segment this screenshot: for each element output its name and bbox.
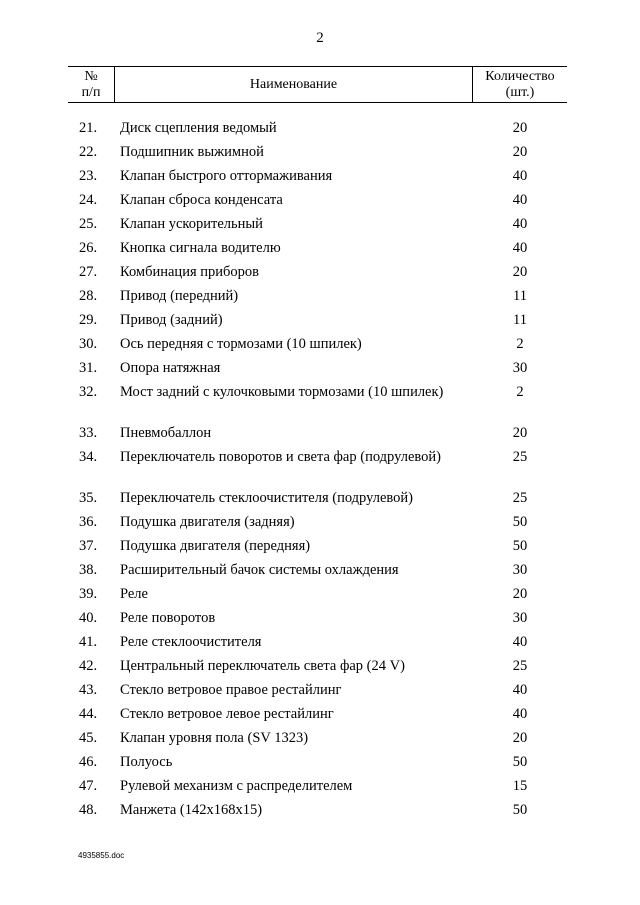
table-row [0,140,640,164]
table-row [0,510,640,534]
table-row [0,308,640,332]
row-quantity: 11 [513,312,527,328]
row-number: 47. [79,778,98,794]
row-item-name: Переключатель стеклоочистителя (подрулевой) [120,490,413,506]
row-number: 29. [79,312,98,328]
row-number: 34. [79,449,98,465]
row-item-name: Комбинация приборов [120,264,259,280]
table-row [0,332,640,356]
row-number: 40. [79,610,98,626]
row-number: 43. [79,682,98,698]
table-row [0,188,640,212]
row-quantity: 50 [512,538,528,554]
row-quantity: 30 [512,562,528,578]
row-quantity: 25 [512,658,528,674]
row-quantity: 20 [512,425,528,441]
row-quantity: 50 [512,802,528,818]
row-item-name: Полуось [120,754,173,770]
row-number: 31. [79,360,98,376]
table-row [0,260,640,284]
row-item-name: Стекло ветровое левое рестайлинг [120,706,334,722]
row-number: 39. [79,586,98,602]
row-item-name: Пневмобаллон [120,425,212,441]
table-row [0,558,640,582]
header-name-column [115,67,473,102]
row-number: 26. [79,240,98,256]
table-row [0,630,640,654]
table-row [0,284,640,308]
row-number: 38. [79,562,98,578]
row-item-name: Подушка двигателя (передняя) [120,538,311,554]
table-row [0,421,640,445]
row-number: 41. [79,634,98,650]
table-row [0,116,640,140]
table-row [0,356,640,380]
row-number: 42. [79,658,98,674]
row-number: 46. [79,754,98,770]
table-body [0,116,640,822]
row-item-name: Расширительный бачок системы охлаждения [120,562,399,578]
row-quantity: 50 [512,754,528,770]
row-quantity: 40 [512,168,528,184]
header-quantity-column [473,67,567,102]
row-number: 28. [79,288,98,304]
row-quantity: 25 [512,449,528,465]
row-number: 24. [79,192,98,208]
row-number: 33. [79,425,98,441]
row-item-name: Привод (передний) [120,288,239,304]
row-item-name: Подшипник выжимной [120,144,264,160]
row-quantity: 25 [512,490,528,506]
row-item-name: Клапан уровня пола (SV 1323) [120,730,309,746]
row-quantity: 40 [512,192,528,208]
table-row [0,726,640,750]
row-number: 22. [79,144,98,160]
row-item-name: Привод (задний) [120,312,223,328]
row-item-name: Кнопка сигнала водителю [120,240,281,256]
row-number: 27. [79,264,98,280]
row-quantity: 40 [512,216,528,232]
row-quantity: 50 [512,514,528,530]
row-item-name: Подушка двигателя (задняя) [120,514,295,530]
row-quantity: 20 [512,264,528,280]
row-item-name: Мост задний с кулочковыми тормозами (10 шпилек) [120,384,444,400]
row-item-name: Клапан сброса конденсата [120,192,283,208]
row-number: 21. [79,120,98,136]
row-item-name: Центральный переключатель света фар (24 V) [120,658,405,674]
row-item-name: Клапан ускорительный [120,216,263,232]
row-quantity: 40 [512,634,528,650]
row-item-name: Рулевой механизм с распределителем [120,778,353,794]
row-quantity: 20 [512,586,528,602]
row-quantity: 2 [516,336,524,352]
row-quantity: 40 [512,682,528,698]
row-item-name: Реле поворотов [120,610,216,626]
row-quantity: 30 [512,360,528,376]
table-row [0,774,640,798]
table-row [0,534,640,558]
row-number: 44. [79,706,98,722]
row-item-name: Диск сцепления ведомый [120,120,277,136]
row-number: 25. [79,216,98,232]
table-row [0,702,640,726]
table-row [0,486,640,510]
header-name-label: Наименование [249,76,338,92]
row-quantity: 2 [516,384,524,400]
row-item-name: Ось передняя с тормозами (10 шпилек) [120,336,362,352]
table-row [0,380,640,421]
row-item-name: Опора натяжная [120,360,221,376]
row-quantity: 30 [512,610,528,626]
row-number: 36. [79,514,98,530]
row-quantity: 20 [512,144,528,160]
row-number: 48. [79,802,98,818]
row-number: 37. [79,538,98,554]
table-header [68,66,567,103]
table-row [0,236,640,260]
table-row [0,212,640,236]
table-row [0,164,640,188]
header-number-label: п/п [81,84,101,100]
page-number: 2 [316,30,324,46]
row-quantity: 11 [513,288,527,304]
row-quantity: 15 [512,778,528,794]
row-quantity: 40 [512,706,528,722]
table-row [0,750,640,774]
header-quantity-label: Количество [485,68,555,84]
table-row [0,678,640,702]
header-number-column [68,67,115,102]
row-item-name: Стекло ветровое правое рестайлинг [120,682,342,698]
header-number-symbol: № [84,68,98,84]
row-number: 30. [79,336,98,352]
header-quantity-unit: (шт.) [505,84,535,100]
row-quantity: 20 [512,730,528,746]
table-row [0,582,640,606]
row-item-name: Реле [120,586,148,602]
table-row [0,445,640,486]
table-row [0,798,640,822]
row-item-name: Манжета (142x168x15) [120,802,263,818]
row-quantity: 20 [512,120,528,136]
row-item-name: Переключатель поворотов и света фар (подрулевой) [120,449,441,465]
row-number: 32. [79,384,98,400]
table-row [0,606,640,630]
table-row [0,654,640,678]
document-filename: 4935855.doc [78,851,125,860]
row-number: 35. [79,490,98,506]
row-number: 23. [79,168,98,184]
row-quantity: 40 [512,240,528,256]
row-item-name: Реле стеклоочистителя [120,634,262,650]
row-number: 45. [79,730,98,746]
row-item-name: Клапан быстрого оттормаживания [120,168,333,184]
